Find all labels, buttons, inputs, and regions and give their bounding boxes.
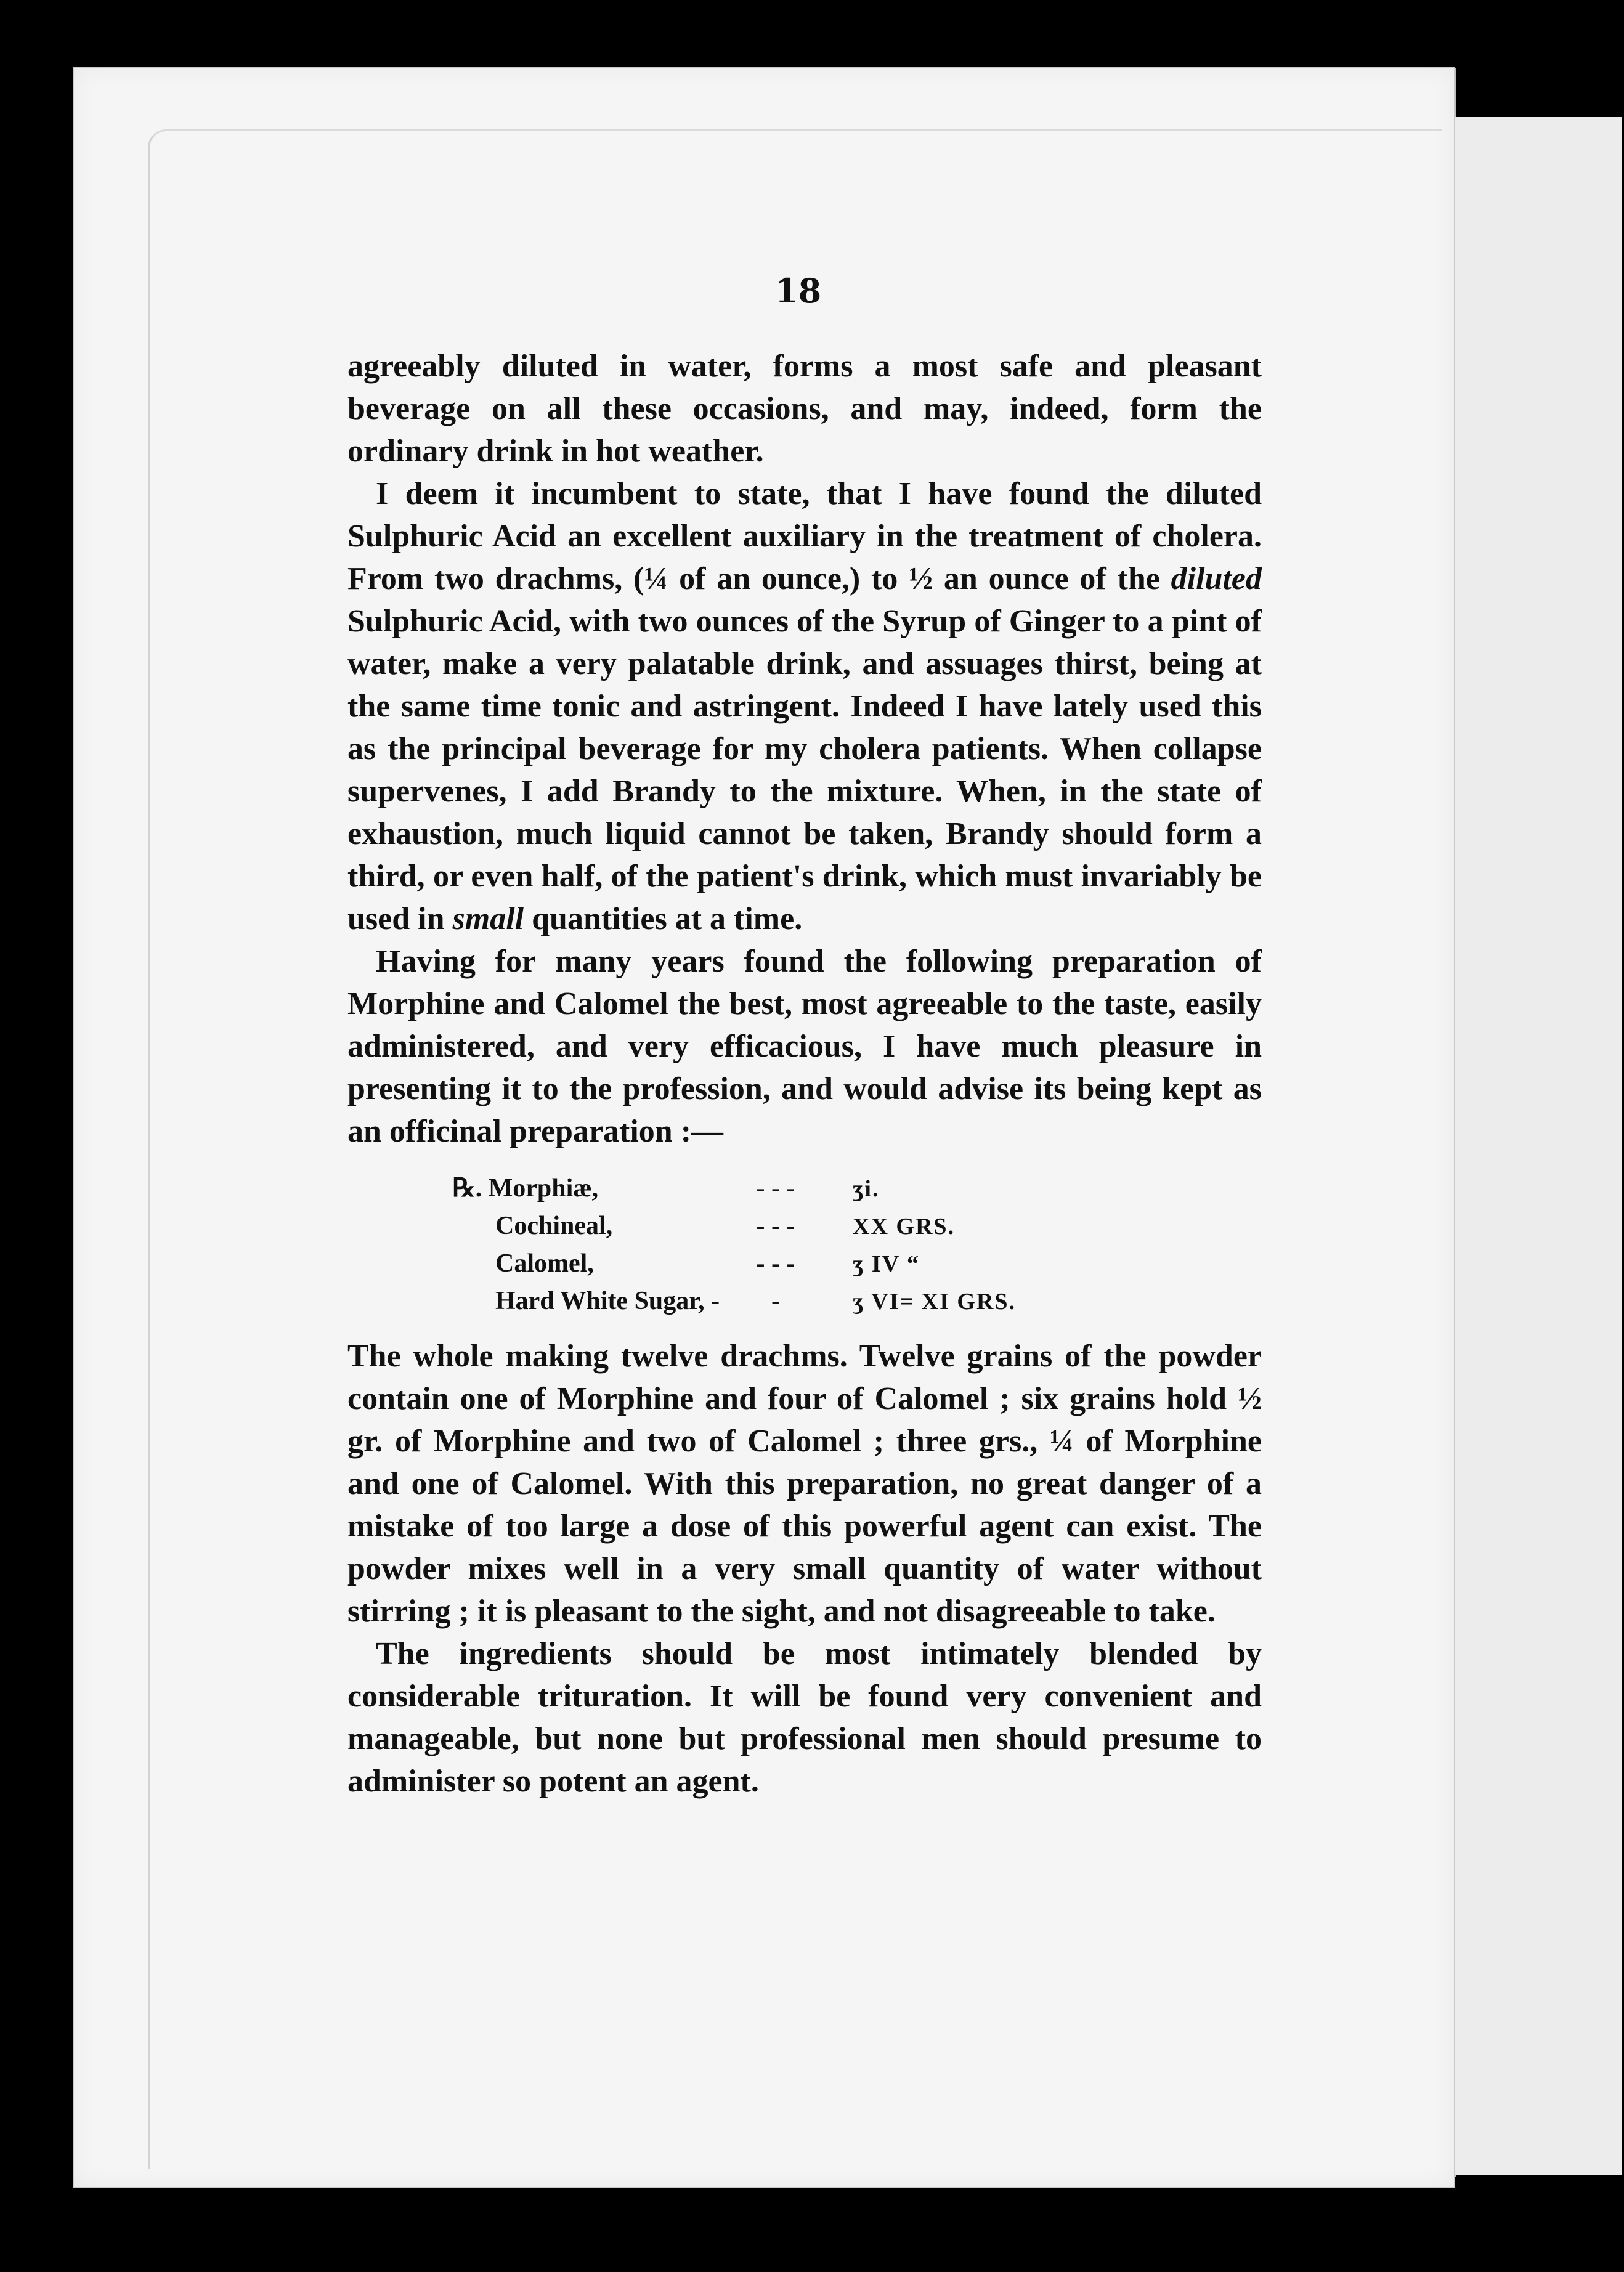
recipe-ingredient: Calomel, (495, 1249, 594, 1278)
paragraph-text: Having for many years found the following preparation of Morphine and Calomel the best, most agreeable to the taste, easily administered, and very efficacious, I have much pleasure in presenting it to the profession, and would advise its being kept as an officinal preparation :— (347, 944, 1262, 1149)
paragraph-text: I deem it incumbent to state, that I have found the diluted Sulphuric Acid an excellent auxiliary in the treatment of cholera. From two drachms, (¼ of an ounce,) to ½ an ounce of the (347, 476, 1262, 596)
paragraph-text: The ingredients should be most intimately blended by considerable trituration. It will be found very convenient and manageable, but none but professional men should presume to administer so potent an agent. (347, 1636, 1262, 1799)
paragraph (347, 473, 1262, 940)
recipe-ingredient: Hard White Sugar, - (495, 1287, 720, 1315)
paragraph (347, 940, 1262, 1153)
recipe-ingredient: Cochineal, (495, 1212, 613, 1240)
recipe-row (347, 1283, 1262, 1320)
recipe-table (347, 1170, 1262, 1320)
paragraph (347, 345, 1262, 473)
paragraphs-before-recipe (347, 345, 1262, 1153)
paragraphs-after-recipe (347, 1335, 1262, 1803)
recipe-row (347, 1207, 1262, 1245)
paragraph-text: agreeably diluted in water, forms a most safe and pleasant beverage on all these occasions, and may, indeed, form the ordinary drink in hot weather. (347, 349, 1262, 469)
recipe-quantity: XX GRS. (853, 1214, 956, 1239)
recipe-dashes: - - - (756, 1212, 795, 1240)
recipe-dashes: - (771, 1287, 780, 1315)
emphasis-text: small (452, 901, 524, 936)
adjacent-page-edge (1435, 117, 1622, 2175)
recipe-ingredient: ℞. Morphiæ, (452, 1174, 599, 1203)
page-number: 18 (775, 271, 822, 310)
recipe-quantity: ʒi. (853, 1176, 880, 1202)
paragraph-text: The whole making twelve drachms. Twelve grains of the powder contain one of Morphine and four of Calomel ; six grains hold ½ gr. of Morphine and two of Calomel ; three grs., ¼ of Morphine and one of Calomel. With this preparation, no great danger of a mistake of too large a dose of this powerful agent can exist. The powder mixes well in a very small quantity of water without stirring ; it is pleasant to the sight, and not disagreeable to take. (347, 1339, 1262, 1629)
paragraph (347, 1633, 1262, 1803)
recipe-row (347, 1245, 1262, 1283)
recipe-dashes: - - - (756, 1174, 795, 1203)
recipe-quantity: ʒ VI= XI GRS. (853, 1289, 1016, 1315)
recipe-dashes: - - - (756, 1249, 795, 1278)
recipe-row (347, 1170, 1262, 1207)
body-text (347, 345, 1262, 1803)
paragraph-text: Sulphuric Acid, with two ounces of the Syrup of Ginger to a pint of water, make a very palatable drink, and assuages thirst, being at the same time tonic and astringent. Indeed I have lately used this as the principal beverage for my cholera patients. When collapse supervenes, I add Brandy to the mixture. When, in the state of exhaustion, much liquid cannot be taken, Brandy should form a third, or even half, of the patient's drink, which must invariably be used in (347, 604, 1262, 936)
paragraph (347, 1335, 1262, 1633)
recipe-quantity: ʒ IV “ (853, 1251, 920, 1277)
paragraph-text: quantities at a time. (524, 901, 803, 936)
emphasis-text: diluted (1171, 561, 1262, 596)
